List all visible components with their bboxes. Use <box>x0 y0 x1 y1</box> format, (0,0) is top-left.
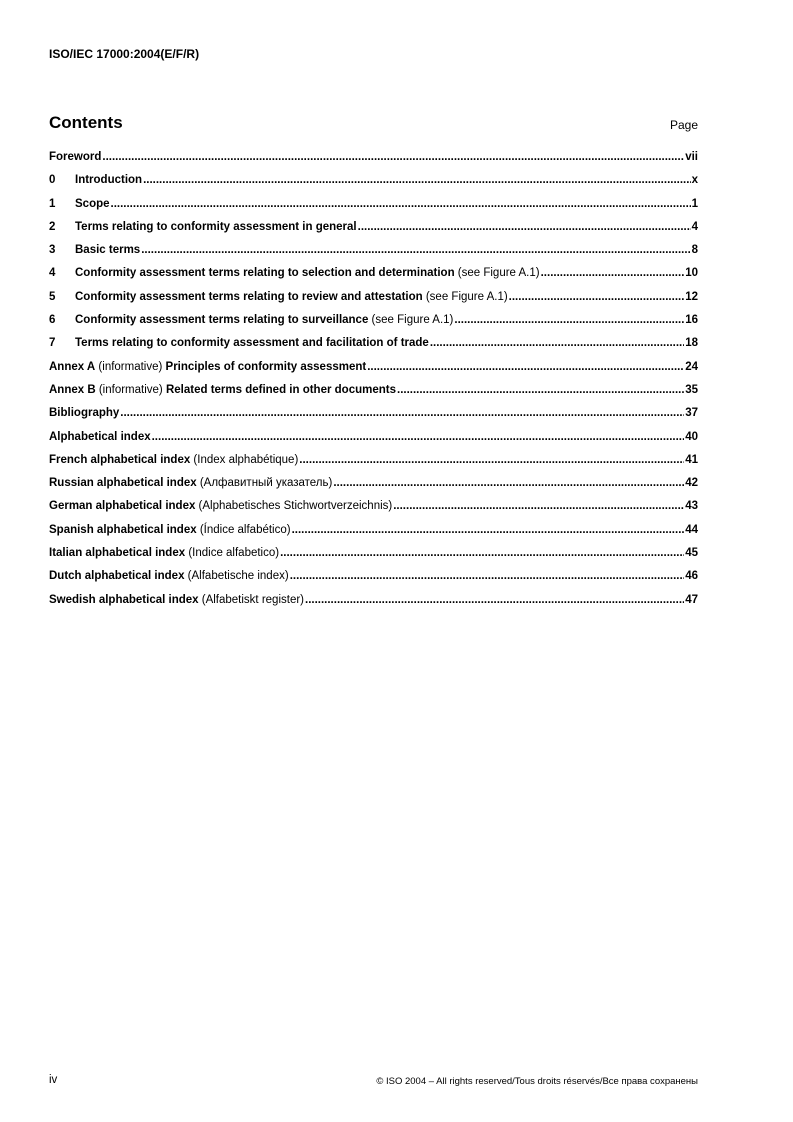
toc-leader-dots <box>111 198 691 210</box>
toc-leader-dots <box>397 384 684 396</box>
toc-entry-number: 0 <box>49 174 56 187</box>
toc-leader-dots <box>299 454 684 466</box>
toc-entry-page: 35 <box>685 383 698 396</box>
toc-entry-page: 41 <box>685 453 698 466</box>
toc-entry[interactable] <box>49 384 698 407</box>
toc-entry[interactable] <box>49 407 698 430</box>
toc-leader-dots <box>454 314 684 326</box>
toc-entry-title <box>49 570 289 582</box>
toc-entry[interactable] <box>49 174 698 197</box>
toc-entry[interactable] <box>49 151 698 174</box>
toc-leader-dots <box>141 244 690 256</box>
toc-entry-title-part: (Alfabetische index) <box>184 570 289 583</box>
toc-leader-dots <box>102 151 684 163</box>
toc-entry-page: 44 <box>685 523 698 536</box>
toc-entry-page: 12 <box>685 290 698 303</box>
toc-entry-title <box>49 477 332 489</box>
toc-entry-title-part: Scope <box>75 197 110 210</box>
toc-entry-number: 1 <box>49 197 56 210</box>
toc-entry[interactable] <box>49 361 698 384</box>
page-column-label: Page <box>669 118 698 132</box>
toc-entry-page: 4 <box>691 220 698 233</box>
toc-entry[interactable] <box>49 337 698 360</box>
toc-leader-dots <box>143 174 691 186</box>
toc-entry-title <box>49 547 279 559</box>
toc-entry-title-part: (Index alphabétique) <box>190 453 299 466</box>
toc-entry-title-part: Conformity assessment terms relating to surveillance <box>75 314 369 327</box>
toc-entry-title-part: (Алфавитный указатель) <box>196 477 333 490</box>
toc-entry-title <box>49 431 151 443</box>
toc-entry-title-part: (Alphabetisches Stichwortverzeichnis) <box>195 500 393 513</box>
toc-leader-dots <box>430 337 684 349</box>
toc-leader-dots <box>305 594 684 606</box>
toc-entry-title-part: Annex A <box>49 360 96 373</box>
toc-leader-dots <box>509 291 685 303</box>
toc-entry-page: 37 <box>685 407 698 420</box>
toc-entry[interactable] <box>49 477 698 500</box>
toc-entry[interactable] <box>49 570 698 593</box>
toc-entry-page: 16 <box>685 314 698 327</box>
toc-entry-title-part: (see Figure A.1) <box>368 314 454 327</box>
toc-entry-title-part: Spanish alphabetical index <box>49 523 197 536</box>
toc-entry[interactable] <box>49 267 698 290</box>
toc-entry-title-part: Alphabetical index <box>49 430 151 443</box>
toc-entry-title-part: French alphabetical index <box>49 453 191 466</box>
toc-entry[interactable] <box>49 500 698 523</box>
toc-entry-title-part: (Índice alfabético) <box>196 523 291 536</box>
toc-entry[interactable] <box>49 547 698 570</box>
toc-entry-title-part: Bibliography <box>49 407 120 420</box>
toc-entry-title <box>75 337 429 349</box>
toc-entry-title-part: Swedish alphabetical index <box>49 593 199 606</box>
toc-entry[interactable] <box>49 454 698 477</box>
toc-leader-dots <box>358 221 691 233</box>
toc-entry-title <box>75 198 110 210</box>
toc-entry-title <box>49 524 291 536</box>
toc-entry-title <box>49 454 298 466</box>
toc-entry-title <box>75 291 508 303</box>
toc-entry-title <box>49 500 392 512</box>
toc-entry-title <box>49 384 396 396</box>
toc-entry-number: 6 <box>49 314 56 327</box>
document-id: ISO/IEC 17000:2004(E/F/R) <box>49 47 200 61</box>
toc-entry-title-part: (informative) <box>95 360 166 373</box>
toc-entry-title <box>49 151 101 163</box>
copyright-notice: © ISO 2004 – All rights reserved/Tous droits réservés/Все права сохранены <box>376 1076 698 1087</box>
toc-entry-title <box>75 221 357 233</box>
toc-entry[interactable] <box>49 291 698 314</box>
toc-leader-dots <box>292 524 685 536</box>
toc-entry[interactable] <box>49 244 698 267</box>
toc-entry-page: 46 <box>685 570 698 583</box>
toc-entry-page: 10 <box>685 267 698 280</box>
toc-entry-page: 47 <box>685 593 698 606</box>
toc-entry-title-part: Introduction <box>75 174 143 187</box>
toc-leader-dots <box>333 477 684 489</box>
toc-entry-title-part: Dutch alphabetical index <box>49 570 185 583</box>
toc-entry-title-part: Terms relating to conformity assessment and facilitation of trade <box>75 337 429 350</box>
toc-entry-page: 8 <box>691 244 698 257</box>
toc-entry[interactable] <box>49 221 698 244</box>
toc-entry-title-part: (Alfabetiskt register) <box>198 593 304 606</box>
toc-entry-title <box>75 244 140 256</box>
toc-entry-title-part: Conformity assessment terms relating to review and attestation <box>75 290 423 303</box>
toc-entry-title <box>49 594 304 606</box>
toc-entry-title <box>49 407 119 419</box>
toc-entry-number: 5 <box>49 290 56 303</box>
toc-entry-page: 42 <box>685 477 698 490</box>
toc-entry[interactable] <box>49 431 698 454</box>
toc-entry-title-part: Basic terms <box>75 244 141 257</box>
contents-heading: Contents <box>49 113 123 132</box>
toc-entry-number: 2 <box>49 220 56 233</box>
toc-entry[interactable] <box>49 198 698 221</box>
toc-entry-title-part: (see Figure A.1) <box>454 267 540 280</box>
toc-entry-title <box>49 361 366 373</box>
toc-leader-dots <box>280 547 684 559</box>
toc-leader-dots <box>152 431 685 443</box>
toc-entry-title <box>75 174 142 186</box>
toc-entry[interactable] <box>49 524 698 547</box>
toc-leader-dots <box>367 361 684 373</box>
toc-entry-title-part: (informative) <box>95 383 166 396</box>
toc-entry-title-part: Russian alphabetical index <box>49 477 197 490</box>
toc-entry-number: 4 <box>49 267 56 280</box>
toc-entry-page: x <box>691 174 698 187</box>
toc-entry-title-part: Terms relating to conformity assessment in general <box>75 220 357 233</box>
toc-entry-number: 3 <box>49 244 56 257</box>
toc-entry-title <box>75 314 453 326</box>
toc-entry-number: 7 <box>49 337 56 350</box>
toc-entry[interactable] <box>49 314 698 337</box>
toc-entry-title-part: Foreword <box>49 151 102 163</box>
toc-entry-title-part: Conformity assessment terms relating to selection and determination <box>75 267 455 280</box>
toc-leader-dots <box>541 267 685 279</box>
toc-entry-page: 40 <box>685 430 698 443</box>
toc-leader-dots <box>393 500 684 512</box>
toc-entry-title-part: Related terms defined in other documents <box>165 383 396 396</box>
toc-entry-title-part: (see Figure A.1) <box>422 290 508 303</box>
page-number: iv <box>49 1074 58 1086</box>
toc-leader-dots <box>120 407 684 419</box>
toc-entry-page: 1 <box>691 197 698 210</box>
toc-entry-title-part: Principles of conformity assessment <box>165 360 367 373</box>
toc-leader-dots <box>290 570 685 582</box>
toc-entry[interactable] <box>49 594 698 617</box>
toc-entry-title-part: (Indice alfabetico) <box>185 547 280 560</box>
toc-entry-title-part: Annex B <box>49 383 96 396</box>
toc-entry-title <box>75 267 540 279</box>
toc-entry-title-part: German alphabetical index <box>49 500 196 513</box>
toc-entry-page: 18 <box>685 337 698 350</box>
toc-entry-page: 45 <box>685 547 698 560</box>
toc-entry-title-part: Italian alphabetical index <box>49 547 186 560</box>
toc-entry-page: vii <box>685 151 698 163</box>
table-of-contents <box>49 151 698 617</box>
toc-entry-page: 43 <box>685 500 698 513</box>
toc-entry-page: 24 <box>685 360 698 373</box>
